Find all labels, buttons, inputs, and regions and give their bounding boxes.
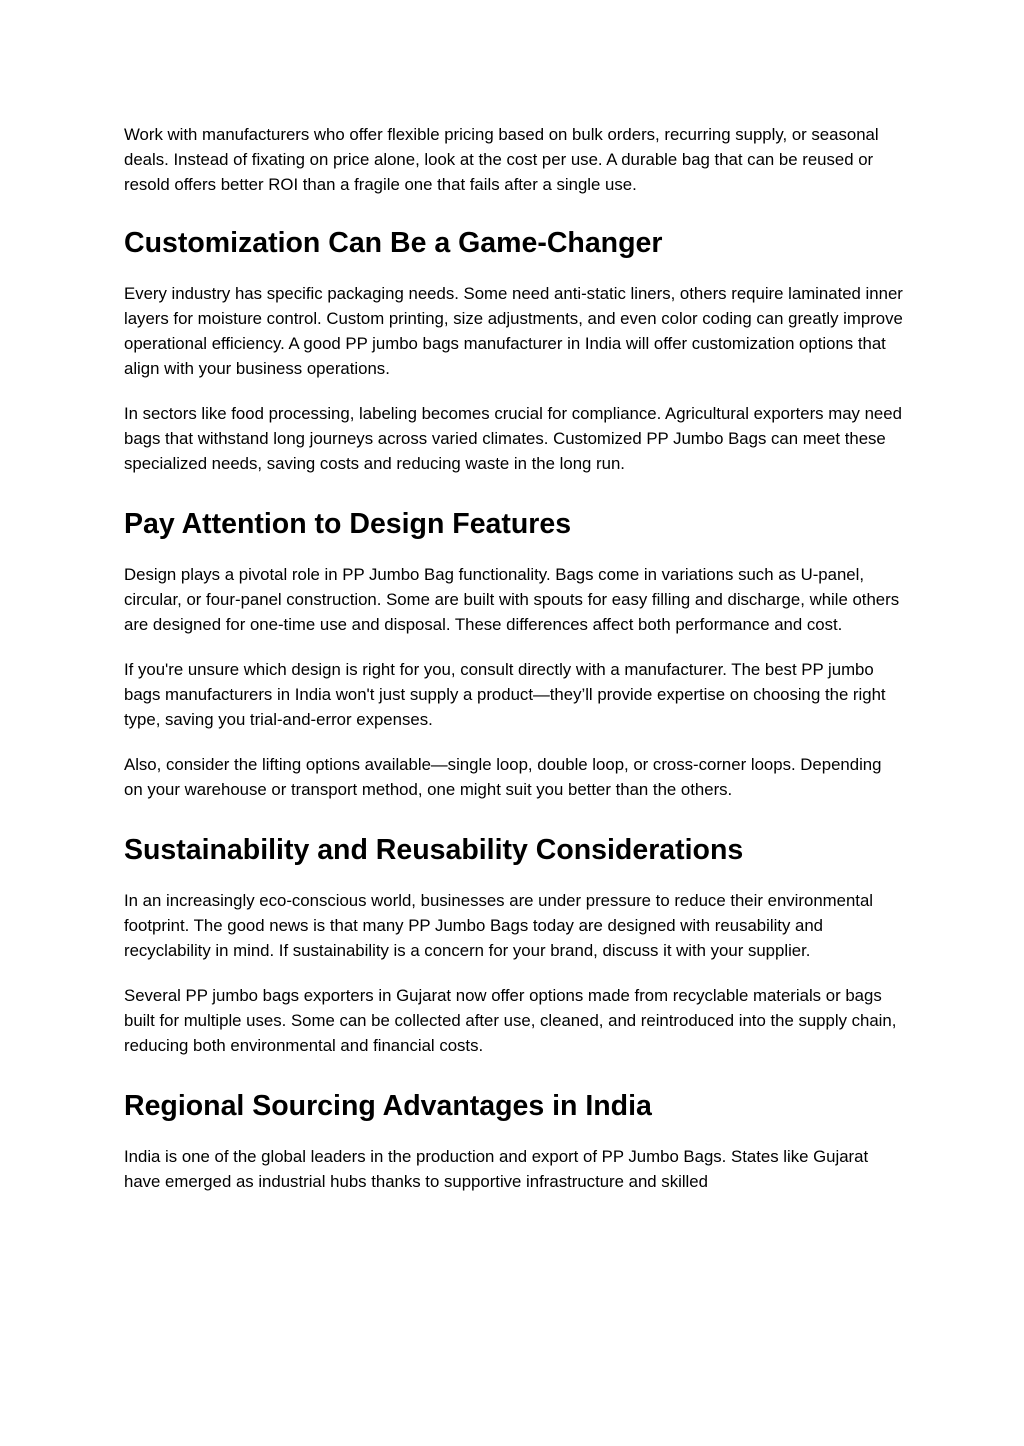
sustainability-paragraph-1: In an increasingly eco-conscious world, businesses are under pressure to reduce their environmental footprint. The good news is that many PP Jumbo Bags today are designed with reusability and recyclability in mind. If sustainability is a concern for your brand, discuss it with your supplier. <box>124 891 874 960</box>
design-paragraph-2: If you're unsure which design is right for you, consult directly with a manufacturer. The best PP jumbo bags manufacturers in India won't just supply a product—they’ll provide expertise on choosing the right type, saving you trial-and-error expenses. <box>124 660 886 729</box>
sustainability-paragraph-2: Several PP jumbo bags exporters in Gujarat now offer options made from recyclable materials or bags built for multiple uses. Some can be collected after use, cleaned, and reintroduced into the supply chain, reducing both environmental and financial costs. <box>124 986 897 1055</box>
regional-paragraph-1: India is one of the global leaders in the production and export of PP Jumbo Bags. States like Gujarat have emerged as industrial hubs thanks to supportive infrastructure and skilled <box>124 1147 869 1191</box>
design-paragraph-3: Also, consider the lifting options available—single loop, double loop, or cross-corner loops. Depending on your warehouse or transport method, one might suit you better than the others. <box>124 755 882 799</box>
section-heading-customization: Customization Can Be a Game-Changer <box>124 227 663 259</box>
section-heading-regional: Regional Sourcing Advantages in India <box>124 1090 652 1122</box>
intro-paragraph: Work with manufacturers who offer flexible pricing based on bulk orders, recurring supply, or seasonal deals. Instead of fixating on price alone, look at the cost per use. A durable bag that can be reused or resold offers better ROI than a fragile one that fails after a single use. <box>124 125 879 194</box>
document-page <box>124 122 904 1214</box>
section-heading-sustainability: Sustainability and Reusability Considerations <box>124 834 744 866</box>
customization-paragraph-1: Every industry has specific packaging needs. Some need anti-static liners, others require laminated inner layers for moisture control. Custom printing, size adjustments, and even color coding can greatly improve operational efficiency. A good PP jumbo bags manufacturer in India will offer customization options that align with your business operations. <box>124 284 903 378</box>
design-paragraph-1: Design plays a pivotal role in PP Jumbo Bag functionality. Bags come in variations such as U-panel, circular, or four-panel construction. Some are built with spouts for easy filling and discharge, while others are designed for one-time use and disposal. These differences affect both performance and cost. <box>124 565 900 634</box>
section-heading-design: Pay Attention to Design Features <box>124 508 572 540</box>
customization-paragraph-2: In sectors like food processing, labeling becomes crucial for compliance. Agricultural exporters may need bags that withstand long journeys across varied climates. Customized PP Jumbo Bags can meet these specialized needs, saving costs and reducing waste in the long run. <box>124 404 902 473</box>
